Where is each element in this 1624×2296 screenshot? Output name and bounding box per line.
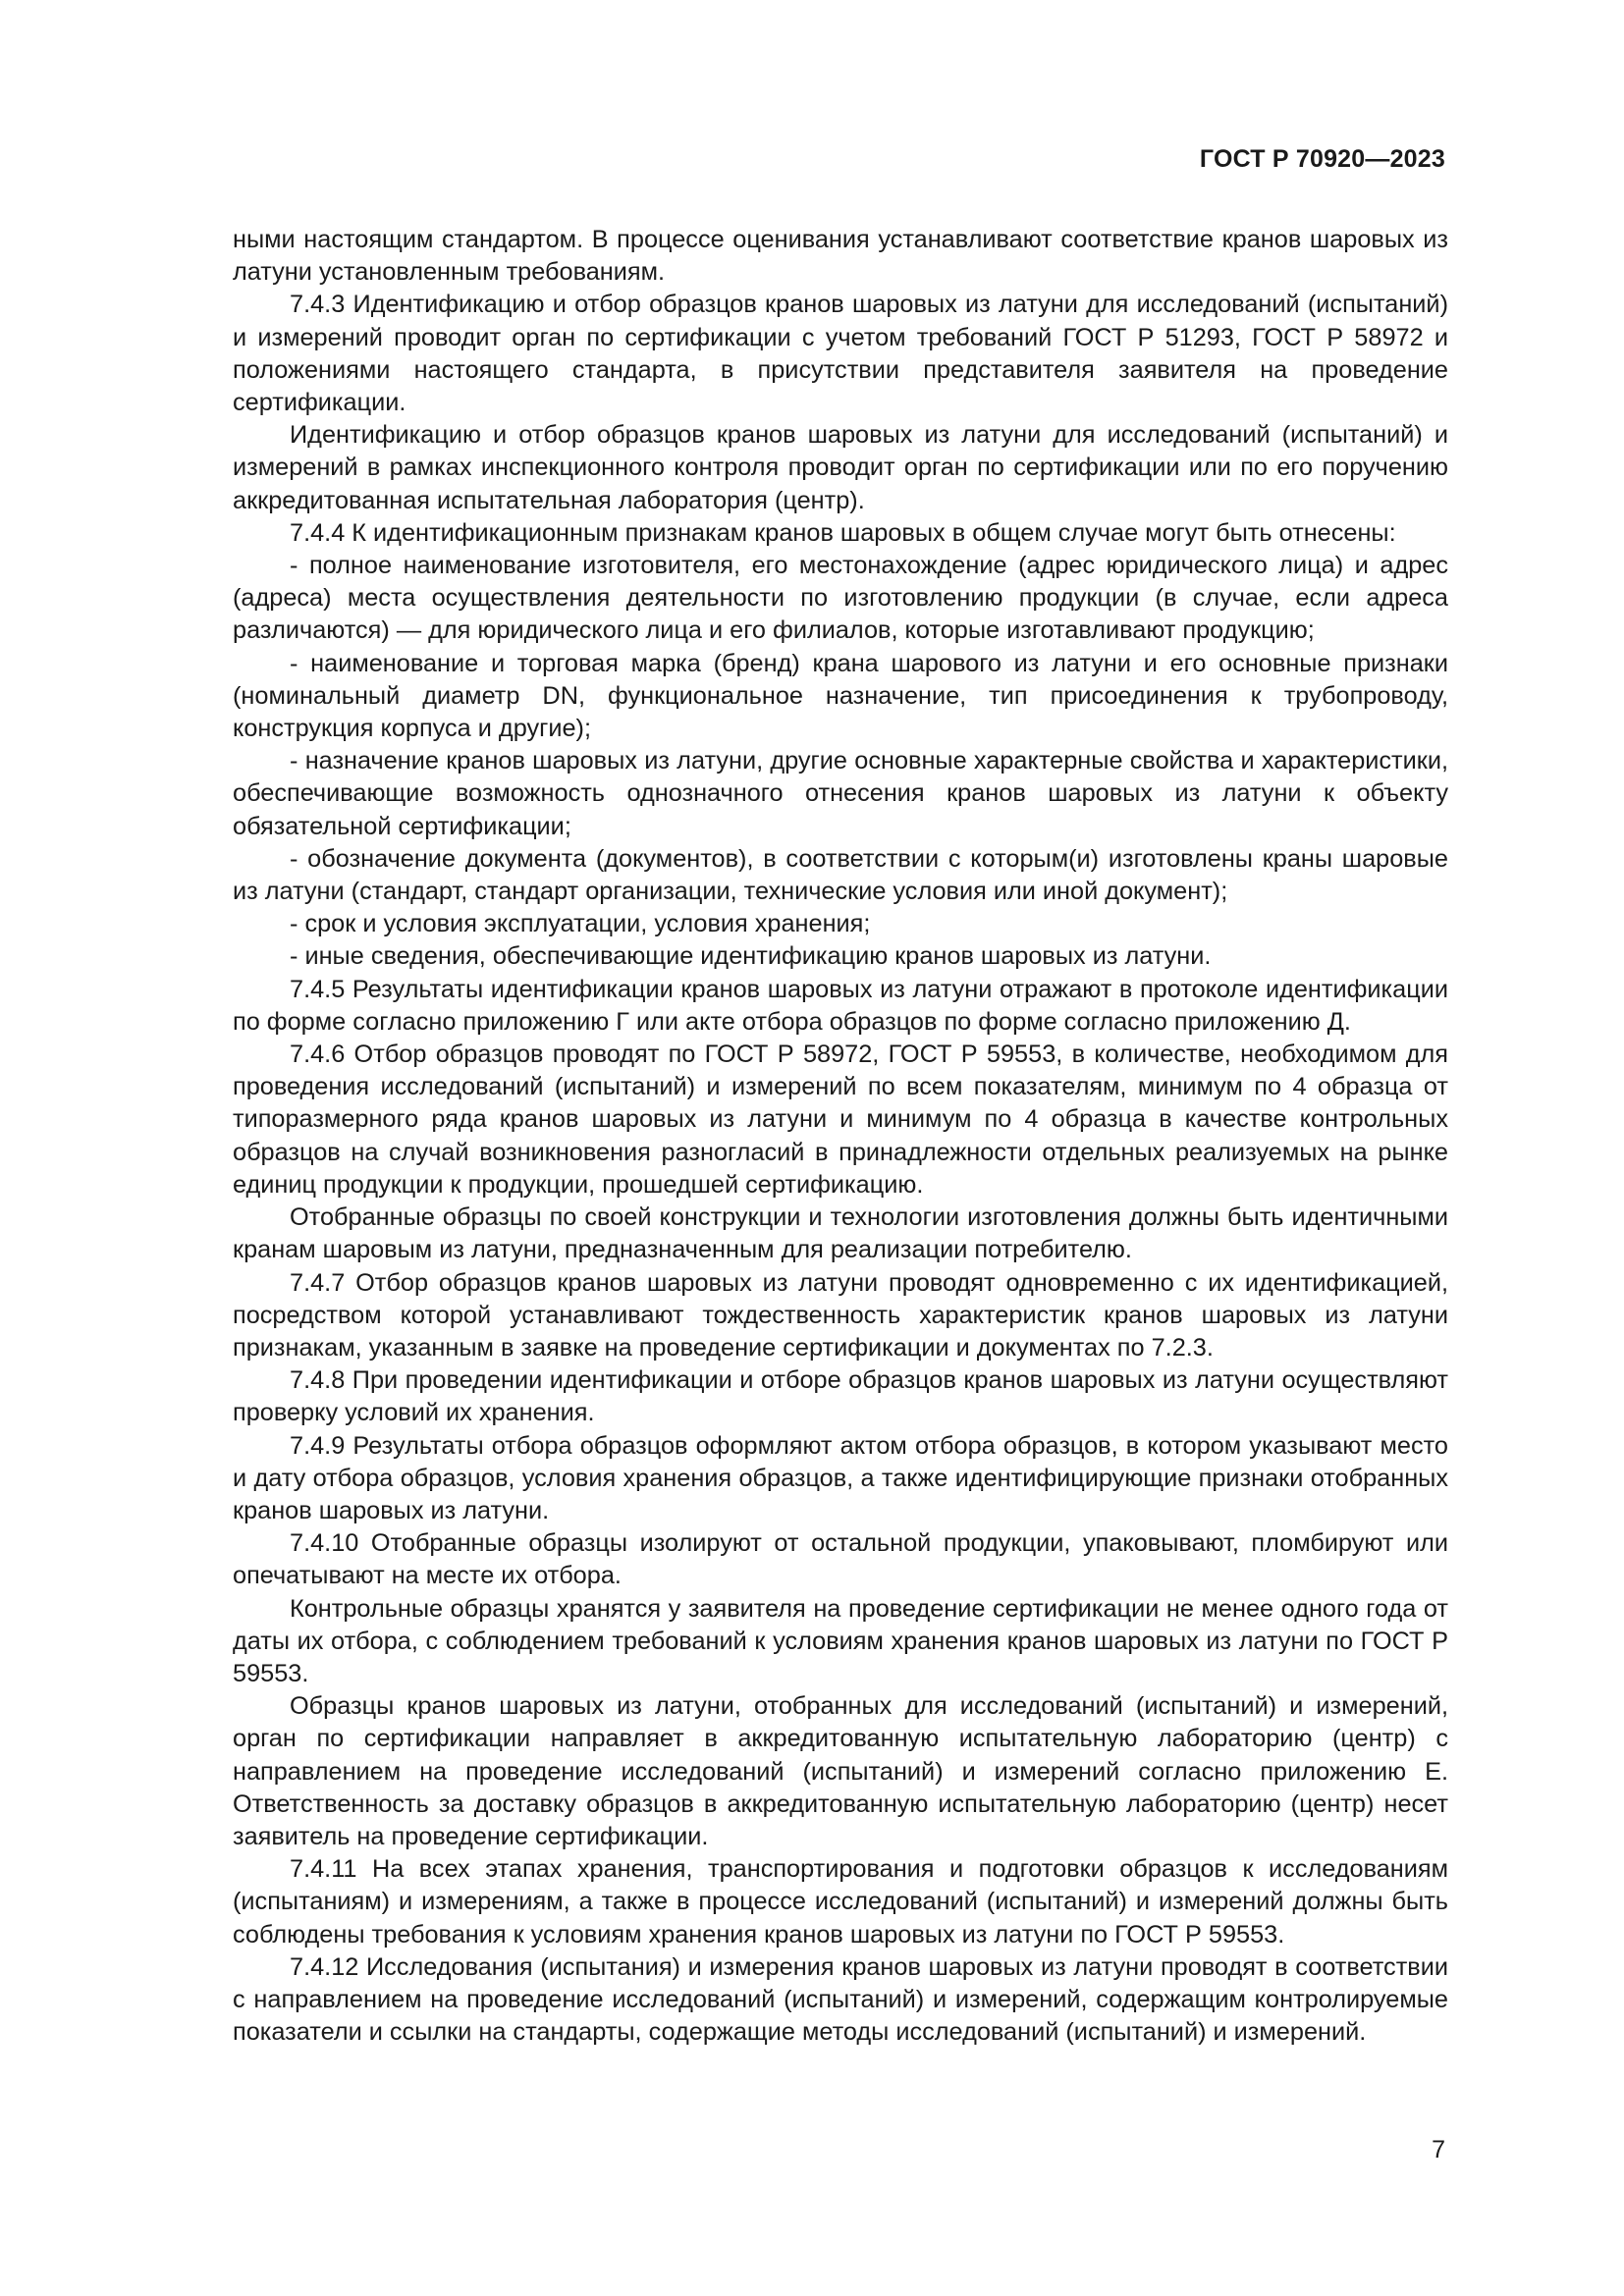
paragraph-7-4-7: 7.4.7 Отбор образцов кранов шаровых из латуни проводят одновременно с их идентификацией, посредством которой устанавливают тождественность характеристик кранов шаровых из латуни признакам, указанным в заявке на проведение сертификации и документах по 7.2.3. (233, 1268, 1448, 1362)
paragraph-control-samples: Контрольные образцы хранятся у заявителя на проведение сертификации не менее одного года от даты их отбора, с соблюдением требований к условиям хранения кранов шаровых из латуни по ГОСТ Р 59553. (233, 1594, 1448, 1687)
paragraph-7-4-11: 7.4.11 На всех этапах хранения, транспортирования и подготовки образцов к исследованиям (испытаниям) и измерениям, а также в процессе исследований (испытаний) и измерений должны быть соблюдены требования к условиям хранения кранов шаровых из латуни по ГОСТ Р 59553. (233, 1855, 1448, 1949)
paragraph-inspection-control: Идентификацию и отбор образцов кранов шаровых из латуни для исследований (испытаний) и измерений в рамках инспекционного контроля проводит орган по сертификации или по его поручению аккредитованная испытательная лаборатория (центр). (233, 421, 1448, 514)
paragraph-0: ными настоящим стандартом. В процессе оценивания устанавливают соответствие кранов шаровых из латуни установленным требованиям. (233, 226, 1448, 287)
paragraph-7-4-8: 7.4.8 При проведении идентификации и отборе образцов кранов шаровых из латуни осуществляют проверку условий их хранения. (233, 1366, 1448, 1427)
paragraph-7-4-5: 7.4.5 Результаты идентификации кранов шаровых из латуни отражают в протоколе идентификации по форме согласно приложению Г или акте отбора образцов по форме согласно приложению Д. (233, 975, 1448, 1036)
page-number: 7 (1432, 2136, 1445, 2163)
paragraph-7-4-6: 7.4.6 Отбор образцов проводят по ГОСТ Р 58972, ГОСТ Р 59553, в количестве, необходимом для проведения исследований (испытаний) и измерений по всем показателям, минимум по 4 образца от типоразмерного ряда кранов шаровых из латуни и минимум по 4 образца в качестве контрольных образцов на случай возникновения разногласий в принадлежности отдельных реализуемых на рынке единиц продукции к продукции, прошедшей сертификацию. (233, 1041, 1448, 1199)
paragraph-7-4-12: 7.4.12 Исследования (испытания) и измерения кранов шаровых из латуни проводят в соответствии с направлением на проведение исследований (испытаний) и измерений, содержащим контролируемые показатели и ссылки на стандарты, содержащие методы исследований (испытаний) и измерений. (233, 1952, 1448, 2047)
list-item-document-designation: - обозначение документа (документов), в соответствии с которым(и) изготовлены краны шаровые из латуни (стандарт, стандарт организации, технические условия или иной документ); (233, 844, 1448, 906)
list-item-service-life: - срок и условия эксплуатации, условия хранения; (290, 910, 871, 938)
list-item-other-info: - иные сведения, обеспечивающие идентификацию кранов шаровых из латуни. (290, 942, 1212, 971)
document-body (233, 224, 1448, 2049)
paragraph-7-4-9: 7.4.9 Результаты отбора образцов оформляют актом отбора образцов, в котором указывают место и дату отбора образцов, условия хранения образцов, а также идентифицирующие признаки отобранных кранов шаровых из латуни. (233, 1431, 1448, 1524)
document-header-title: ГОСТ Р 70920—2023 (1199, 145, 1445, 173)
paragraph-samples-delivery: Образцы кранов шаровых из латуни, отобранных для исследований (испытаний) и измерений, орган по сертификации направляет в аккредитованную испытательную лабораторию (центр) с направлением на проведение исследований (испытаний) и измерений согласно приложению Е. Ответственность за доставку образцов в аккредитованную испытательную лабораторию (центр) несет заявитель на проведение сертификации. (233, 1692, 1448, 1850)
list-item-brand: - наименование и торговая марка (бренд) крана шарового из латуни и его основные признаки (номинальный диаметр DN, функциональное назначение, тип присоединения к трубопроводу, конструкция корпуса и другие); (233, 649, 1448, 743)
paragraph-7-4-10: 7.4.10 Отобранные образцы изолируют от остальной продукции, упаковывают, пломбируют или опечатывают на месте их отбора. (233, 1529, 1448, 1590)
paragraph-7-4-3: 7.4.3 Идентификацию и отбор образцов кранов шаровых из латуни для исследований (испытаний) и измерений проводит орган по сертификации с учетом требований ГОСТ Р 51293, ГОСТ Р 58972 и положениями настоящего стандарта, в присутствии представителя заявителя на проведение сертификации. (233, 291, 1448, 417)
paragraph-7-4-4: 7.4.4 К идентификационным признакам кранов шаровых в общем случае могут быть отнесены: (290, 518, 1396, 547)
paragraph-selected-samples: Отобранные образцы по своей конструкции и технологии изготовления должны быть идентичными кранам шаровым из латуни, предназначенным для реализации потребителю. (233, 1203, 1448, 1264)
list-item-purpose: - назначение кранов шаровых из латуни, другие основные характерные свойства и характеристики, обеспечивающие возможность однозначного отнесения кранов шаровых из латуни к объекту обязательной сертификации; (233, 747, 1448, 840)
list-item-manufacturer: - полное наименование изготовителя, его местонахождение (адрес юридического лица) и адрес (адреса) места осуществления деятельности по изготовлению продукции (в случае, если адреса различаются) — для юридического лица и его филиалов, которые изготавливают продукцию; (233, 552, 1448, 645)
